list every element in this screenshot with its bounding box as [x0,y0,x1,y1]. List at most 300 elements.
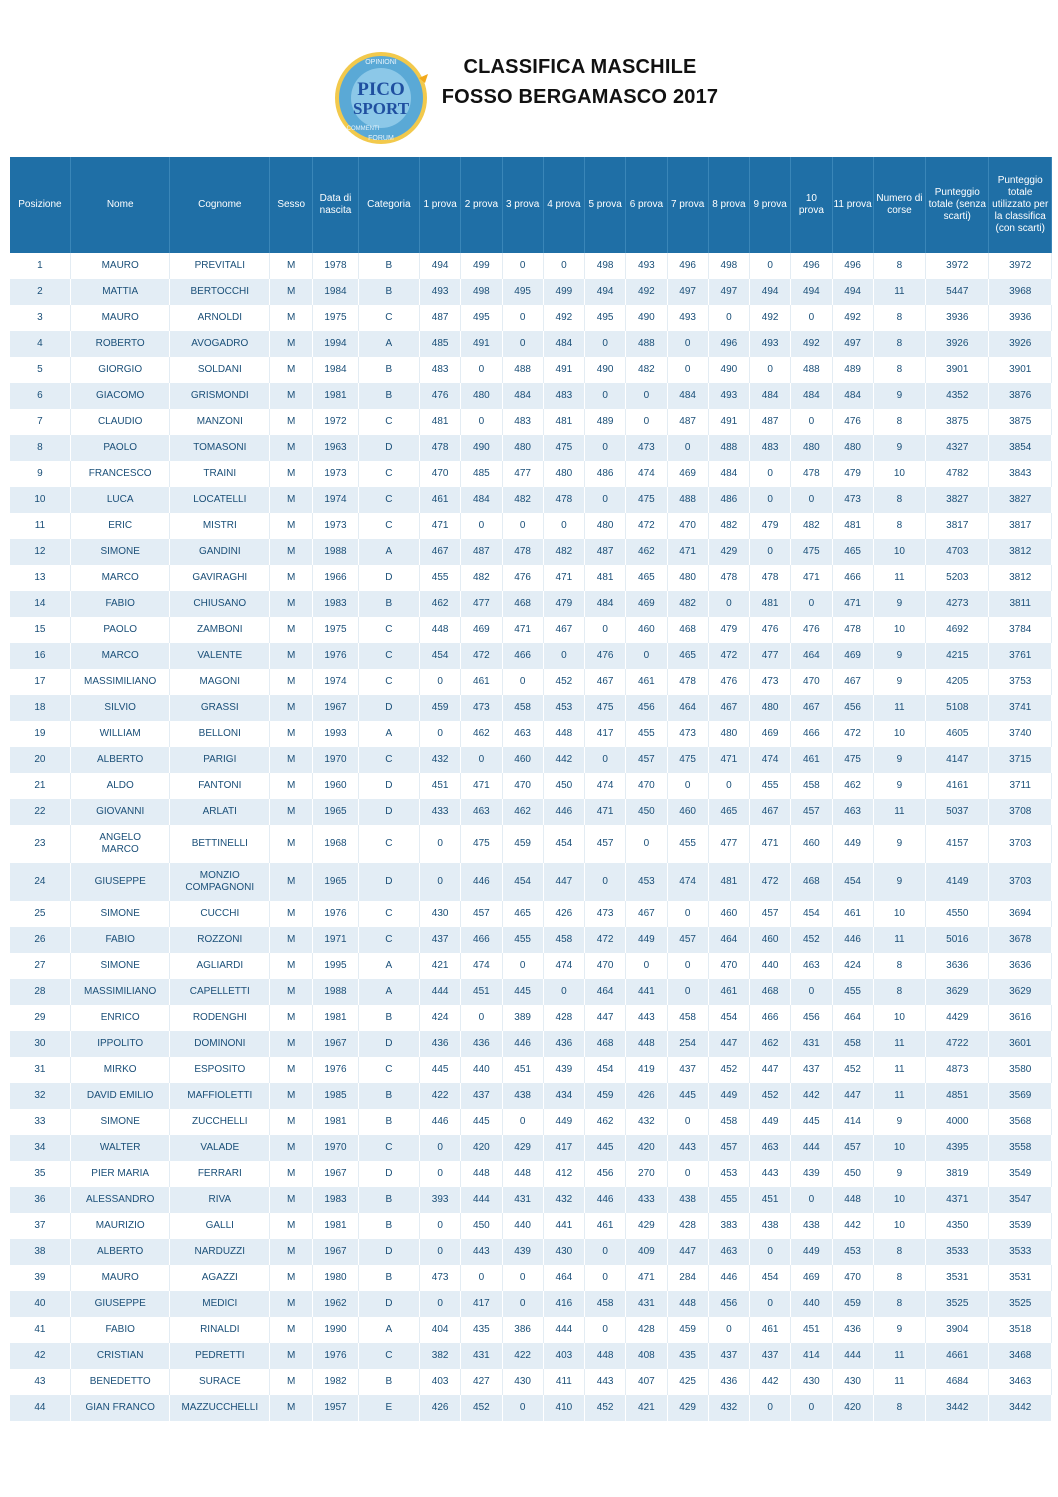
table-cell: 9 [873,435,925,461]
table-cell: 11 [873,799,925,825]
table-cell: 3442 [989,1395,1052,1421]
table-cell: C [358,825,419,863]
table-cell: M [270,721,313,747]
table-cell: 0 [791,305,832,331]
table-cell: 9 [873,1317,925,1343]
column-header: 9 prova [750,157,791,253]
table-cell: 454 [750,1265,791,1291]
table-cell: 8 [873,357,925,383]
table-cell: 431 [626,1291,667,1317]
table-cell: 11 [873,1343,925,1369]
table-cell: 11 [873,1083,925,1109]
table-cell: 31 [10,1057,70,1083]
table-cell: 486 [708,487,749,513]
table-cell: 490 [708,357,749,383]
table-cell: 1971 [313,927,358,953]
table-row [10,1135,1052,1161]
table-cell: 481 [420,409,461,435]
table-cell: 461 [750,1317,791,1343]
table-cell: 11 [873,565,925,591]
table-cell: 1970 [313,747,358,773]
column-header: 10 prova [791,157,832,253]
table-cell: 444 [543,1317,584,1343]
table-cell: M [270,1317,313,1343]
table-cell: 1974 [313,487,358,513]
table-cell: PREVITALI [170,253,270,279]
table-cell: 458 [832,1031,873,1057]
table-cell: 467 [543,617,584,643]
table-cell: 484 [667,383,708,409]
table-cell: 482 [667,591,708,617]
table-cell: 454 [832,863,873,901]
table-cell: 469 [626,591,667,617]
table-cell: 471 [626,1265,667,1291]
table-cell: M [270,1135,313,1161]
table-cell: 478 [750,565,791,591]
table-cell: 485 [420,331,461,357]
table-cell: 20 [10,747,70,773]
table-cell: 11 [873,279,925,305]
table-cell: 453 [626,863,667,901]
table-cell: 454 [502,863,543,901]
table-cell: 25 [10,901,70,927]
table-cell: 494 [585,279,626,305]
table-cell: FABIO [70,927,170,953]
table-cell: M [270,1265,313,1291]
table-cell: 4350 [926,1213,989,1239]
table-cell: 430 [832,1369,873,1395]
table-cell: 489 [832,357,873,383]
table-cell: 483 [502,409,543,435]
table-cell: B [358,253,419,279]
table-cell: M [270,1083,313,1109]
table-cell: 17 [10,669,70,695]
table-cell: 478 [708,565,749,591]
table-cell: SIMONE [70,953,170,979]
table-cell: 0 [791,1395,832,1421]
table-row [10,1265,1052,1291]
table-cell: 442 [791,1083,832,1109]
table-cell: MASSIMILIANO [70,979,170,1005]
table-cell: 436 [420,1031,461,1057]
table-cell: 459 [420,695,461,721]
table-cell: 1984 [313,357,358,383]
table-cell: ROBERTO [70,331,170,357]
table-cell: 4429 [926,1005,989,1031]
table-cell: 0 [585,383,626,409]
table-cell: 448 [543,721,584,747]
table-cell: 481 [585,565,626,591]
table-cell: 448 [502,1161,543,1187]
table-cell: 460 [750,927,791,953]
table-cell: B [358,357,419,383]
table-cell: 481 [750,591,791,617]
table-cell: 457 [750,901,791,927]
table-cell: 1981 [313,1109,358,1135]
table-cell: C [358,1343,419,1369]
table-cell: 487 [461,539,502,565]
table-cell: 0 [667,1161,708,1187]
table-cell: D [358,1161,419,1187]
column-header: Sesso [270,157,313,253]
table-cell: 443 [750,1161,791,1187]
table-cell: A [358,539,419,565]
table-cell: M [270,1031,313,1057]
table-cell: B [358,591,419,617]
table-cell: 451 [502,1057,543,1083]
table-cell: ALBERTO [70,1239,170,1265]
table-cell: 484 [791,383,832,409]
table-cell: 1985 [313,1083,358,1109]
logo-text-sport: SPORT [352,99,410,118]
table-cell: 1978 [313,253,358,279]
table-cell: LOCATELLI [170,487,270,513]
table-cell: 3901 [926,357,989,383]
table-cell: 3463 [989,1369,1052,1395]
table-cell: NARDUZZI [170,1239,270,1265]
table-cell: 34 [10,1135,70,1161]
table-cell: 426 [626,1083,667,1109]
table-cell: 0 [708,591,749,617]
table-cell: 460 [502,747,543,773]
table-cell: 1995 [313,953,358,979]
table-cell: 448 [461,1161,502,1187]
table-cell: D [358,799,419,825]
table-cell: 3761 [989,643,1052,669]
table-cell: 8 [873,305,925,331]
table-cell: 471 [461,773,502,799]
table-cell: 477 [502,461,543,487]
table-cell: 4684 [926,1369,989,1395]
table-cell: 470 [502,773,543,799]
header-row [10,157,1052,253]
table-cell: M [270,305,313,331]
table-cell: 438 [791,1213,832,1239]
table-cell: 464 [543,1265,584,1291]
table-cell: 3711 [989,773,1052,799]
table-cell: 482 [502,487,543,513]
table-cell: 483 [420,357,461,383]
table-cell: 492 [543,305,584,331]
table-cell: 0 [667,901,708,927]
table-cell: 4605 [926,721,989,747]
table-cell: 459 [502,825,543,863]
table-cell: 458 [585,1291,626,1317]
table-cell: WALTER [70,1135,170,1161]
table-cell: M [270,863,313,901]
table-cell: 436 [832,1317,873,1343]
table-cell: D [358,1239,419,1265]
table-cell: 450 [626,799,667,825]
table-cell: D [358,695,419,721]
table-row [10,669,1052,695]
table-cell: M [270,927,313,953]
table-cell: M [270,487,313,513]
table-cell: 498 [708,253,749,279]
table-cell: M [270,979,313,1005]
table-cell: 38 [10,1239,70,1265]
table-cell: FANTONI [170,773,270,799]
table-cell: 490 [585,357,626,383]
table-cell: 467 [420,539,461,565]
table-cell: 474 [750,747,791,773]
table-cell: 437 [791,1057,832,1083]
table-cell: 3708 [989,799,1052,825]
table-cell: 0 [750,1395,791,1421]
table-cell: GIOVANNI [70,799,170,825]
table-row [10,901,1052,927]
table-cell: D [358,863,419,901]
table-cell: 21 [10,773,70,799]
table-cell: ROZZONI [170,927,270,953]
table-cell: 470 [626,773,667,799]
table-cell: 440 [791,1291,832,1317]
table-cell: 1975 [313,617,358,643]
table-cell: 455 [832,979,873,1005]
table-cell: 447 [667,1239,708,1265]
table-cell: LUCA [70,487,170,513]
table-cell: 0 [667,953,708,979]
table-cell: 0 [502,253,543,279]
table-cell: 484 [461,487,502,513]
table-cell: 484 [585,591,626,617]
table-row [10,799,1052,825]
table-cell: 484 [750,383,791,409]
table-cell: 426 [420,1395,461,1421]
table-cell: 472 [750,863,791,901]
table-cell: 464 [791,643,832,669]
table-cell: A [358,331,419,357]
table-cell: 5 [10,357,70,383]
table-cell: M [270,1369,313,1395]
table-cell: 446 [543,799,584,825]
table-cell: 471 [832,591,873,617]
table-cell: 9 [873,383,925,409]
table-cell: GIAN FRANCO [70,1395,170,1421]
table-cell: 478 [832,617,873,643]
table-cell: 444 [420,979,461,1005]
table-cell: 465 [502,901,543,927]
table-cell: 480 [791,435,832,461]
table-cell: 3876 [989,383,1052,409]
table-cell: 0 [502,1265,543,1291]
table-cell: 463 [502,721,543,747]
table-cell: 473 [420,1265,461,1291]
table-cell: 44 [10,1395,70,1421]
table-cell: 456 [708,1291,749,1317]
table-cell: M [270,331,313,357]
table-cell: D [358,435,419,461]
table-row [10,773,1052,799]
table-cell: 471 [750,825,791,863]
table-cell: 389 [502,1005,543,1031]
table-cell: 3968 [989,279,1052,305]
table-cell: 1960 [313,773,358,799]
table-cell: 0 [420,825,461,863]
table-cell: 462 [626,539,667,565]
table-cell: 0 [585,617,626,643]
table-cell: 479 [750,513,791,539]
table-cell: C [358,901,419,927]
table-cell: 461 [832,901,873,927]
table-row [10,1213,1052,1239]
logo-ring-left: COMMENTI [346,126,380,132]
table-cell: 431 [502,1187,543,1213]
table-cell: 1957 [313,1395,358,1421]
table-cell: 4782 [926,461,989,487]
table-row [10,1057,1052,1083]
table-cell: PIER MARIA [70,1161,170,1187]
table-cell: ARNOLDI [170,305,270,331]
table-cell: 470 [791,669,832,695]
table-cell: 1963 [313,435,358,461]
table-row [10,357,1052,383]
table-cell: 414 [832,1109,873,1135]
table-cell: MAURIZIO [70,1213,170,1239]
table-cell: 4722 [926,1031,989,1057]
table-cell: ENRICO [70,1005,170,1031]
table-cell: AVOGADRO [170,331,270,357]
table-cell: 3533 [926,1239,989,1265]
table-header [10,157,1052,253]
table-cell: 448 [832,1187,873,1213]
table-cell: 1981 [313,1005,358,1031]
table-cell: 0 [791,979,832,1005]
table-cell: 462 [750,1031,791,1057]
table-cell: M [270,1343,313,1369]
table-cell: PARIGI [170,747,270,773]
table-cell: A [358,721,419,747]
table-cell: FERRARI [170,1161,270,1187]
table-cell: 4147 [926,747,989,773]
table-cell: 9 [873,643,925,669]
table-cell: 439 [543,1057,584,1083]
table-cell: 3525 [926,1291,989,1317]
table-cell: M [270,669,313,695]
table-cell: 494 [832,279,873,305]
table-cell: 3616 [989,1005,1052,1031]
table-cell: 426 [543,901,584,927]
table-cell: 4000 [926,1109,989,1135]
table-cell: 11 [873,1031,925,1057]
table-cell: 455 [708,1187,749,1213]
table-cell: BELLONI [170,721,270,747]
table-cell: 463 [791,953,832,979]
table-cell: 474 [626,461,667,487]
table-cell: 18 [10,695,70,721]
table-cell: 5203 [926,565,989,591]
table-cell: 0 [461,409,502,435]
table-row [10,565,1052,591]
table-cell: 4851 [926,1083,989,1109]
table-cell: 410 [543,1395,584,1421]
table-cell: 449 [832,825,873,863]
table-cell: 449 [708,1083,749,1109]
table-cell: 460 [626,617,667,643]
table-cell: 0 [791,487,832,513]
table-cell: 469 [461,617,502,643]
table-cell: GRISMONDI [170,383,270,409]
table-cell: D [358,565,419,591]
table-cell: C [358,669,419,695]
table-cell: 3741 [989,695,1052,721]
table-cell: 0 [708,773,749,799]
table-cell: 461 [791,747,832,773]
table-cell: BERTOCCHI [170,279,270,305]
table-cell: 0 [708,305,749,331]
table-cell: 3525 [989,1291,1052,1317]
table-cell: 440 [750,953,791,979]
table-cell: 0 [502,305,543,331]
table-cell: CHIUSANO [170,591,270,617]
table-cell: 445 [667,1083,708,1109]
table-cell: 428 [626,1317,667,1343]
table-cell: 9 [873,1161,925,1187]
table-cell: 441 [543,1213,584,1239]
table-cell: B [358,279,419,305]
table-cell: 481 [708,863,749,901]
table-cell: 1983 [313,591,358,617]
column-header: Nome [70,157,170,253]
table-cell: 476 [708,669,749,695]
table-cell: 448 [585,1343,626,1369]
table-cell: MARCO [70,643,170,669]
table-cell: 422 [502,1343,543,1369]
table-cell: 16 [10,643,70,669]
table-cell: 470 [832,1265,873,1291]
table-cell: 4352 [926,383,989,409]
table-cell: 429 [708,539,749,565]
table-cell: 493 [667,305,708,331]
table-cell: 465 [832,539,873,565]
table-cell: 474 [543,953,584,979]
table-cell: 1967 [313,1161,358,1187]
table-cell: C [358,1135,419,1161]
table-cell: 473 [750,669,791,695]
table-cell: TRAINI [170,461,270,487]
table-cell: 4161 [926,773,989,799]
table-cell: 445 [502,979,543,1005]
table-cell: M [270,825,313,863]
table-cell: 1988 [313,539,358,565]
table-row [10,1031,1052,1057]
table-cell: 0 [626,383,667,409]
table-cell: 474 [461,953,502,979]
table-cell: 3753 [989,669,1052,695]
table-cell: 475 [585,695,626,721]
table-cell: 447 [750,1057,791,1083]
table-cell: 447 [708,1031,749,1057]
table-cell: D [358,1031,419,1057]
table-cell: 0 [626,409,667,435]
table-cell: 417 [585,721,626,747]
table-row [10,539,1052,565]
table-cell: 9 [873,747,925,773]
table-cell: 446 [420,1109,461,1135]
table-cell: 494 [750,279,791,305]
table-cell: 453 [543,695,584,721]
table-cell: 476 [420,383,461,409]
table-cell: 474 [585,773,626,799]
table-row [10,253,1052,279]
table-cell: 3533 [989,1239,1052,1265]
table-cell: 0 [461,747,502,773]
table-cell: C [358,927,419,953]
table-cell: 476 [832,409,873,435]
table-cell: 9 [873,591,925,617]
table-cell: 3972 [989,253,1052,279]
table-cell: 0 [750,253,791,279]
